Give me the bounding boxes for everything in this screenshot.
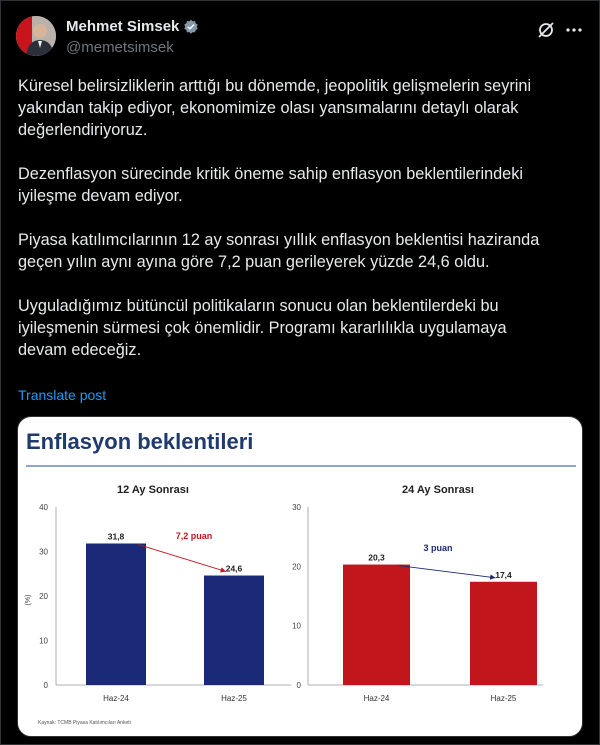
y-tick-label: 30 <box>39 547 48 557</box>
y-axis-label: (%) <box>25 594 32 606</box>
avatar-image <box>16 16 56 56</box>
bar <box>343 565 410 685</box>
chart-title-2: 24 Ay Sonrası <box>402 484 474 496</box>
bar <box>470 582 537 685</box>
y-tick-label: 0 <box>43 681 48 690</box>
post-paragraph-1: Küresel belirsizliklerin arttığı bu dönemde, jeopolitik gelişmelerin seyrini yakından takip ediyor, ekonomimize olası yansımalarını detaylı olarak değerlendiriyoruz. <box>18 77 532 139</box>
name-row <box>66 18 199 35</box>
grok-icon[interactable] <box>536 20 556 40</box>
slide-title: Enflasyon beklentileri <box>26 429 254 454</box>
chart-title-1: 12 Ay Sonrası <box>117 484 189 496</box>
avatar[interactable] <box>16 16 56 56</box>
post-text <box>18 75 583 383</box>
y-tick-label: 20 <box>39 592 48 601</box>
x-tick-label: Haz-25 <box>221 694 247 703</box>
y-tick-label: 10 <box>39 636 48 646</box>
charts-svg <box>18 417 582 736</box>
y-tick-label: 20 <box>292 562 301 572</box>
bar-value-label: 17,4 <box>495 569 512 580</box>
y-tick-label: 0 <box>296 681 301 690</box>
y-tick-label: 40 <box>39 503 48 512</box>
change-annotation: 7,2 puan <box>175 531 213 541</box>
change-arrow <box>138 544 226 571</box>
post-paragraph-4: Uyguladığımız bütüncül politikaların sonucu olan beklentilerdeki bu iyileşmenin sürmesi çok önemlidir. Programı kararlılıkla uygulamaya devam edeceğiz. <box>18 297 507 359</box>
x-tick-label: Haz-25 <box>490 694 517 703</box>
post-paragraph-2: Dezenflasyon sürecinde kritik öneme sahip enflasyon beklentilerindeki iyileşme devam ediyor. <box>18 165 523 205</box>
bar <box>204 576 264 685</box>
slide-source: Kaynak: TCMB Piyasa Katılımcıları Anketi <box>38 720 131 726</box>
post-paragraph-3: Piyasa katılımcılarının 12 ay sonrası yıllık enflasyon beklentisi haziranda geçen yılın aynı ayına göre 7,2 puan gerileyerek yüzde 24,6 oldu. <box>18 231 540 271</box>
y-tick-label: 10 <box>292 621 301 631</box>
change-arrow <box>399 566 496 578</box>
x-tick-label: Haz-24 <box>103 694 129 703</box>
y-tick-label: 30 <box>292 503 301 512</box>
translate-post-link[interactable]: Translate post <box>18 387 107 403</box>
bar-value-label: 31,8 <box>107 531 125 542</box>
verified-badge-icon <box>183 19 199 35</box>
bar-value-label: 20,3 <box>368 552 385 563</box>
handle[interactable]: @memetsimsek <box>66 39 174 56</box>
more-icon[interactable] <box>564 20 584 40</box>
bar-value-label: 24,6 <box>225 563 243 574</box>
post-header <box>16 14 584 60</box>
x-tick-label: Haz-24 <box>363 694 390 703</box>
media-card[interactable] <box>17 416 583 737</box>
bar <box>86 543 146 685</box>
display-name[interactable]: Mehmet Simsek <box>66 18 180 35</box>
change-annotation: 3 puan <box>423 543 453 553</box>
